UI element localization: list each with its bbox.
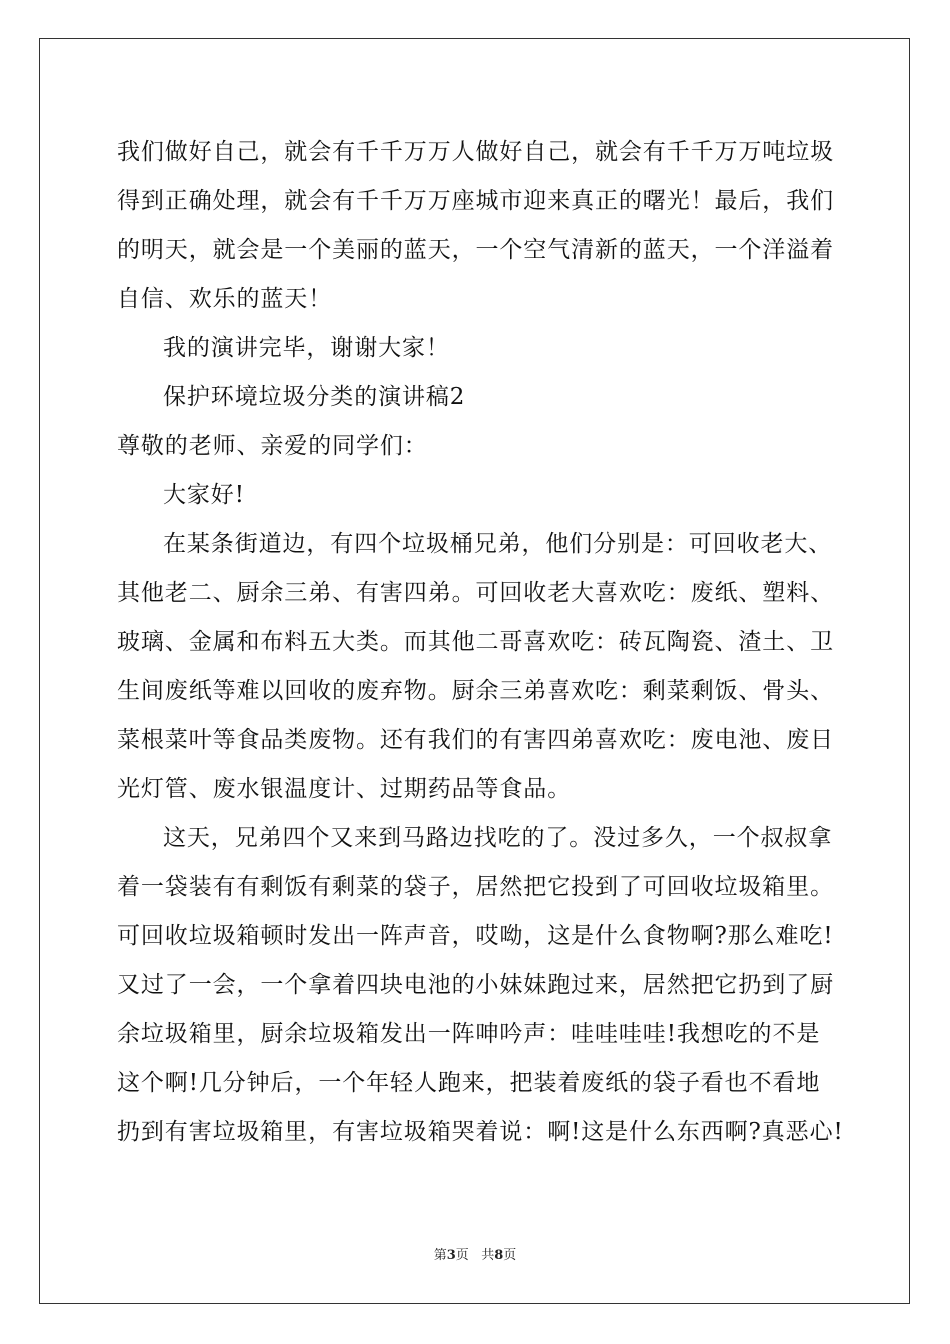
text-line: 大家好! — [163, 482, 245, 508]
footer-total-prefix: 共 — [481, 1248, 495, 1263]
text-line: 着一袋装有有剩饭有剩菜的袋子，居然把它投到了可回收垃圾箱里。 — [117, 874, 834, 900]
document-body — [117, 128, 844, 1157]
text-line: 保护环境垃圾分类的演讲稿2 — [163, 384, 466, 410]
text-line: 玻璃、金属和布料五大类。而其他二哥喜欢吃：砖瓦陶瓷、渣土、卫 — [117, 629, 834, 655]
text-line: 可回收垃圾箱顿时发出一阵声音，哎呦，这是什么食物啊?那么难吃! — [117, 923, 834, 949]
text-line: 光灯管、废水银温度计、过期药品等食品。 — [117, 776, 572, 802]
text-line: 这个啊!几分钟后，一个年轻人跑来，把装着废纸的袋子看也不看地 — [117, 1070, 821, 1096]
text-line: 余垃圾箱里，厨余垃圾箱发出一阵呻吟声：哇哇哇哇!我想吃的不是 — [117, 1021, 821, 1047]
text-line: 的明天，就会是一个美丽的蓝天，一个空气清新的蓝天，一个洋溢着 — [117, 237, 834, 263]
text-line: 扔到有害垃圾箱里，有害垃圾箱哭着说：啊!这是什么东西啊?真恶心! — [117, 1119, 844, 1145]
text-line: 生间废纸等难以回收的废弃物。厨余三弟喜欢吃：剩菜剩饭、骨头、 — [117, 678, 834, 704]
text-line: 菜根菜叶等食品类废物。还有我们的有害四弟喜欢吃：废电池、废日 — [117, 727, 834, 753]
text-line: 又过了一会，一个拿着四块电池的小妹妹跑过来，居然把它扔到了厨 — [117, 972, 834, 998]
text-line: 其他老二、厨余三弟、有害四弟。可回收老大喜欢吃：废纸、塑料、 — [117, 580, 834, 606]
text-line: 尊敬的老师、亲爱的同学们： — [117, 433, 428, 459]
total-pages-number: 8 — [494, 1248, 504, 1263]
text-line: 这天，兄弟四个又来到马路边找吃的了。没过多久，一个叔叔拿 — [163, 825, 833, 851]
text-line: 得到正确处理，就会有千千万万座城市迎来真正的曙光！最后，我们 — [117, 188, 834, 214]
text-line: 自信、欢乐的蓝天！ — [117, 286, 333, 312]
text-line: 在某条街道边，有四个垃圾桶兄弟，他们分别是：可回收老大、 — [163, 531, 833, 557]
current-page-number: 3 — [446, 1248, 456, 1263]
footer-prefix: 第 — [433, 1248, 447, 1263]
footer-page-suffix: 页 — [455, 1248, 469, 1263]
text-line: 我们做好自己，就会有千千万万人做好自己，就会有千千万万吨垃圾 — [117, 139, 834, 165]
footer-total-suffix: 页 — [503, 1248, 517, 1263]
page-footer — [0, 1247, 950, 1265]
text-line: 我的演讲完毕，谢谢大家！ — [163, 335, 450, 361]
